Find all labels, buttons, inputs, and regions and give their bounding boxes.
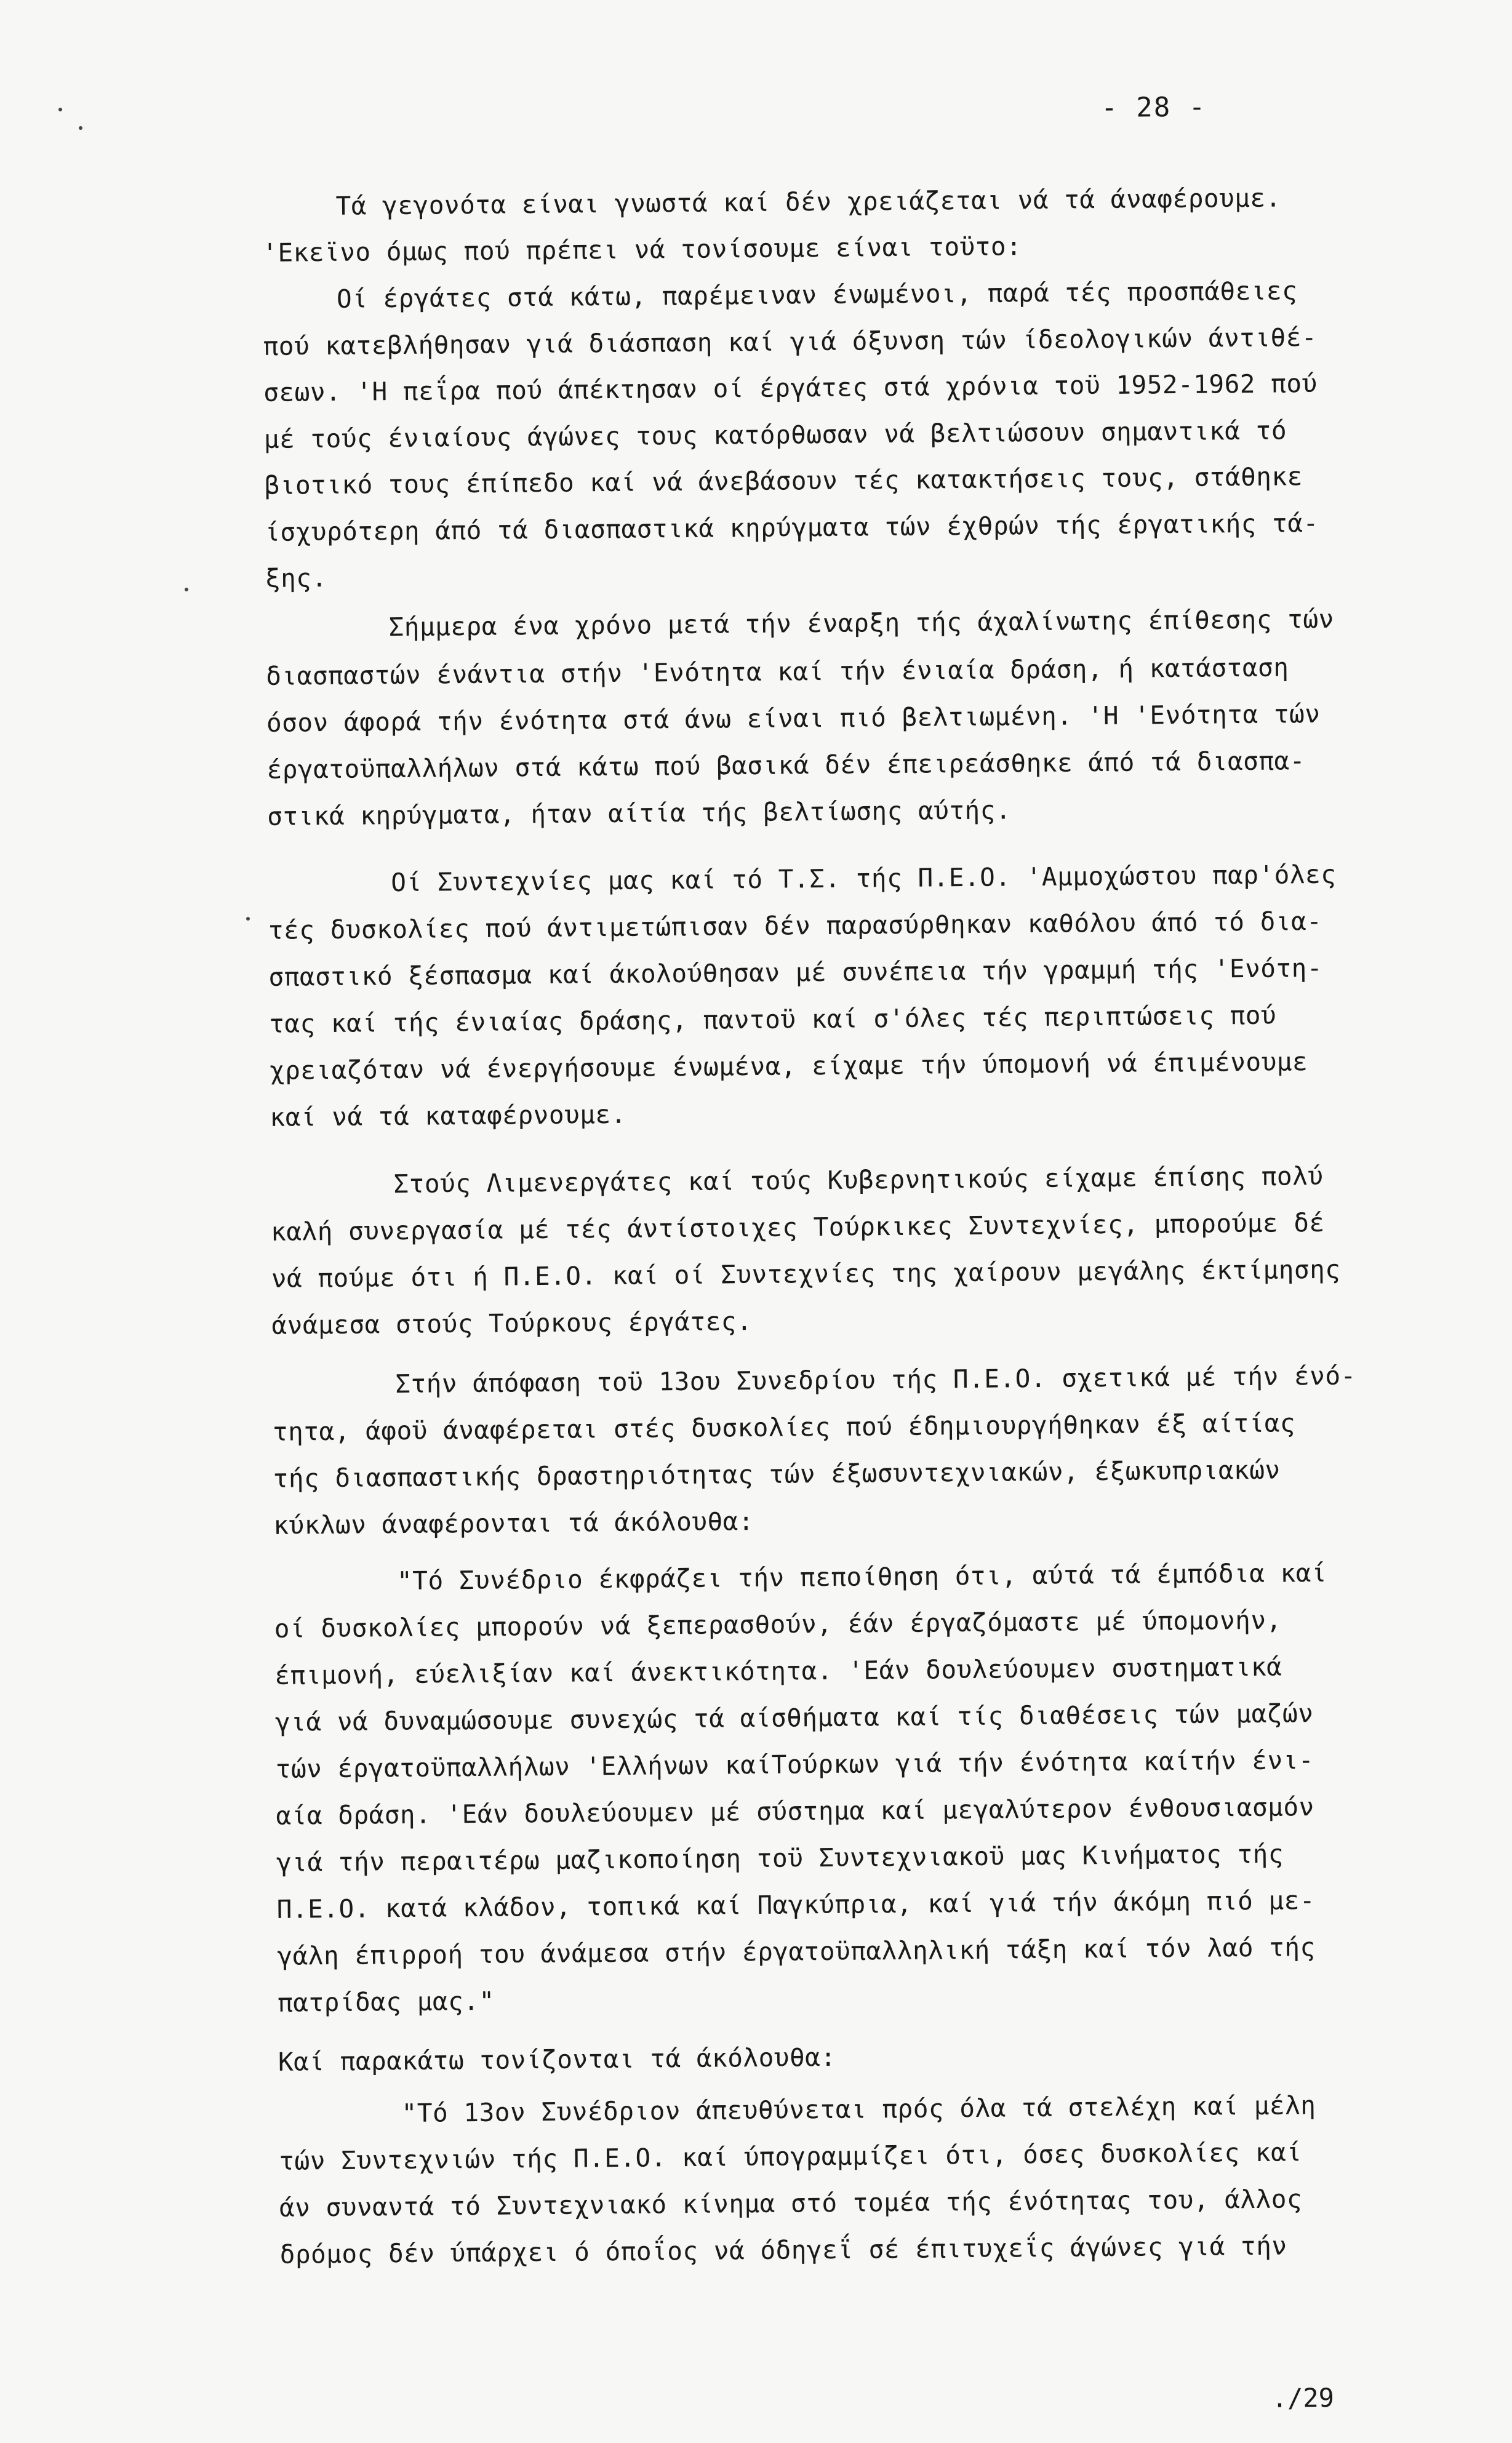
text-line: μέ τούς ένιαίους άγώνες τους κατόρθωσαν νά βελτιώσουν σημαντικά τό [263,415,1287,454]
text-line: Στήν άπόφαση τοϋ 13ου Συνεδρίου τής Π.Ε.Ο. σχετικά μέ τήν ένό- [395,1361,1356,1399]
text-line: ξης. [265,563,327,593]
scan-speck [246,917,250,921]
text-line: έργατοϋπαλλήλων στά κάτω πού βασικά δέν έπειρεάσθηκε άπό τά διασπα- [266,746,1306,785]
text-line: "Τό 13ον Συνέδριον άπευθύνεται πρός όλα τά στελέχη καί μέλη [401,2090,1316,2129]
text-line: 'Εκεϊνο όμως πού πρέπει νά τονίσουμε είναι τοϋτο: [262,231,1022,268]
text-line: βιοτικό τους έπίπεδο καί νά άνεβάσουν τές κατακτήσεις τους, στάθηκε [264,462,1303,500]
text-line: καλή συνεργασία μέ τές άντίστοιχες Τούρκικες Συντεχνίες, μπορούμε δέ [270,1207,1325,1247]
text-line: άν συναντά τό Συντεχνιακό κίνημα στό τομέα τής ένότητας του, άλλος [279,2184,1303,2223]
text-line: κύκλων άναφέρονται τά άκόλουθα: [273,1506,754,1540]
text-line: άνάμεσα στούς Τούρκους έργάτες. [271,1306,753,1340]
text-line: Π.Ε.Ο. κατά κλάδον, τοπικά καί Παγκύπρια, καί γιά τήν άκόμη πιό με- [276,1885,1316,1924]
page-number: - 28 - [1101,91,1207,124]
text-line: Οί έργάτες στά κάτω, παρέμειναν ένωμένοι, παρά τές προσπάθειες [336,276,1298,314]
text-line: όσον άφορά τήν ένότητα στά άνω είναι πιό βελτιωμένη. 'Η 'Ενότητα τών [266,698,1321,738]
text-line: νά πούμε ότι ή Π.Ε.Ο. καί οί Συντεχνίες της χαίρουν μεγάλης έκτίμησης [271,1254,1341,1293]
text-line: γιά νά δυναμώσουμε συνεχώς τά αίσθήματα καί τίς διαθέσεις τών μαζών [274,1698,1314,1737]
text-line: δρόμος δέν ύπάρχει ό όποΐος νά όδηγεΐ σέ έπιτυχεΐς άγώνες γιά τήν [279,2231,1287,2269]
text-line: αία δράση. 'Εάν δουλεύουμεν μέ σύστημα καί μεγαλύτερον ένθουσιασμόν [276,1792,1314,1831]
text-line: Οί Συντεχνίες μας καί τό Τ.Σ. τής Π.Ε.Ο. 'Αμμοχώστου παρ'όλες [391,859,1337,898]
text-line: στικά κηρύγματα, ήταν αίτία τής βελτίωσης αύτής. [267,795,1012,831]
text-line: γιά τήν περαιτέρω μαζικοποίηση τοϋ Συντεχνιακοϋ μας Κινήματος τής [276,1839,1284,1877]
text-line: τητα, άφοϋ άναφέρεται στές δυσκολίες πού έδημιουργήθηκαν έξ αίτίας [272,1408,1296,1447]
text-line: τές δυσκολίες πού άντιμετώπισαν δέν παρασύρθηκαν καθόλου άπό τό δια- [268,906,1322,945]
text-line: πού κατεβλήθησαν γιά διάσπαση καί γιά όξυνση τών ίδεολογικών άντιθέ- [263,322,1318,361]
text-line: Σήμμερα ένα χρόνο μετά τήν έναρξη τής άχαλίνωτης έπίθεσης τών [388,604,1334,642]
text-line: καί νά τά καταφέρνουμε. [270,1099,626,1132]
text-line: πατρίδας μας." [277,1986,495,2018]
scan-speck [185,588,188,591]
text-line: τής διασπαστικής δραστηριότητας τών έξωσυντεχνιακών, έξωκυπριακών [273,1455,1281,1493]
text-line: τών Συντεχνιών τής Π.Ε.Ο. καί ύπογραμμίζει ότι, όσες δυσκολίες καί [279,2137,1302,2176]
text-line: τας καί τής ένιαίας δράσης, παντοϋ καί σ'όλες τές περιπτώσεις πού [269,1000,1277,1039]
scan-speck [58,108,62,111]
text-line: Τά γεγονότα είναι γνωστά καί δέν χρειάζεται νά τά άναφέρουμε. [335,183,1282,221]
text-line: σπαστικό ξέσπασμα καί άκολούθησαν μέ συνέπεια τήν γραμμή τής 'Ενότη- [268,953,1323,992]
text-line: διασπαστών ένάντια στήν 'Ενότητα καί τήν ένιαία δράση, ή κατάσταση [266,652,1289,691]
text-line: τών έργατοϋπαλλήλων 'Ελλήνων καίΤούρκων γιά τήν ένότητα καίτήν ένι- [275,1745,1314,1784]
text-line: Καί παρακάτω τονίζονται τά άκόλουθα: [278,2042,836,2077]
text-line: ίσχυρότερη άπό τά διασπαστικά κηρύγματα τών έχθρών τής έργατικής τά- [265,508,1319,547]
text-line: έπιμονή, εύελιξίαν καί άνεκτικότητα. 'Εάν δουλεύουμεν συστηματικά [274,1652,1282,1690]
text-line: σεων. 'Η πεΐρα πού άπέκτησαν οί έργάτες στά χρόνια τοϋ 1952-1962 πού [263,368,1318,407]
scan-speck [79,126,82,130]
text-line: Στούς Λιμενεργάτες καί τούς Κυβερνητικούς είχαμε έπίσης πολύ [393,1161,1324,1199]
text-line: οί δυσκολίες μπορούν νά ξεπερασθούν, έάν έργαζόμαστε μέ ύπομονήν, [274,1605,1282,1644]
text-line: χρειαζόταν νά ένεργήσουμε ένωμένα, είχαμε τήν ύπομονή νά έπιμένουμε [269,1047,1308,1086]
text-line: "Τό Συνέδριο έκφράζει τήν πεποίθηση ότι, αύτά τά έμπόδια καί [396,1557,1327,1596]
text-line: γάλη έπιρροή του άνάμεσα στήν έργατοϋπαλληλική τάξη καί τόν λαό τής [277,1932,1316,1971]
next-page-marker: ./29 [1271,2382,1335,2413]
